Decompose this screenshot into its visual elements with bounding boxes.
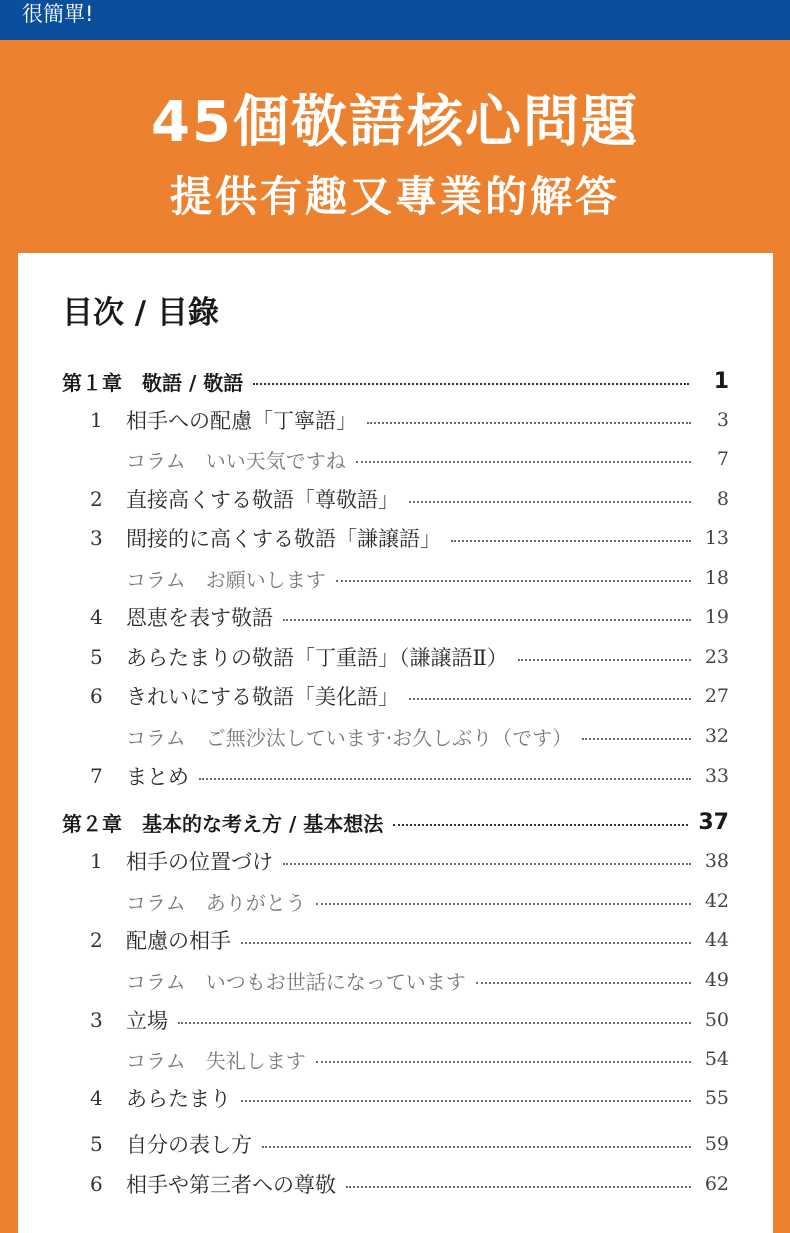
toc-chapter-2	[62, 806, 729, 838]
page-number: 33	[704, 765, 729, 787]
dot-leader	[393, 824, 688, 826]
entry-title: 相手への配慮「丁寧語」	[126, 409, 357, 433]
entry-number: 6	[90, 1172, 103, 1196]
headline-secondary: 提供有趣又專業的解答	[169, 172, 620, 221]
page-number: 27	[704, 685, 729, 707]
page-number: 37	[698, 809, 729, 835]
entry-number: 4	[90, 1086, 103, 1110]
entry-number: 1	[90, 849, 103, 873]
entry-title: 直接高くする敬語「尊敬語」	[126, 488, 399, 512]
toc-entry	[90, 641, 729, 673]
entry-number: 2	[90, 928, 103, 952]
toc-entry	[90, 483, 729, 515]
dot-leader	[356, 461, 691, 463]
entry-title: 配慮の相手	[126, 929, 231, 953]
dot-leader	[283, 863, 691, 865]
column-title: コラム ありがとう	[126, 890, 306, 915]
page-number: 8	[716, 488, 729, 510]
page-number: 18	[704, 567, 729, 589]
toc-entry	[90, 1004, 729, 1036]
toc-entry	[90, 1128, 729, 1160]
page-number: 38	[704, 850, 729, 872]
entry-number: 7	[90, 764, 103, 788]
dot-leader	[241, 942, 691, 944]
page-number: 1	[713, 368, 729, 394]
entry-number: 3	[90, 1008, 103, 1032]
page-number: 54	[704, 1048, 729, 1070]
entry-title: まとめ	[126, 765, 189, 789]
entry-title: 立場	[126, 1009, 168, 1033]
page-number: 3	[716, 409, 729, 431]
chapter-title: 第１章 敬語 / 敬語	[62, 370, 244, 395]
toc-column-entry	[126, 964, 729, 996]
dot-leader	[409, 698, 691, 700]
entry-title: 自分の表し方	[126, 1133, 252, 1157]
column-title: コラム いい天気ですね	[126, 448, 346, 473]
toc-column-entry	[126, 443, 729, 475]
dot-leader	[199, 778, 691, 780]
entry-title: 間接的に高くする敬語「謙譲語」	[126, 527, 441, 551]
dot-leader	[451, 540, 691, 542]
chapter-title: 第２章 基本的な考え方 / 基本想法	[62, 811, 384, 836]
page-number: 13	[704, 527, 729, 549]
toc-chapter-1	[62, 365, 729, 397]
entry-title: あらたまりの敬語「丁重語」（謙譲語Ⅱ）	[126, 646, 508, 670]
page-number: 32	[704, 725, 729, 747]
column-title: コラム 失礼します	[126, 1048, 306, 1073]
page-number: 23	[704, 646, 729, 668]
entry-number: 1	[90, 408, 103, 432]
entry-number: 3	[90, 526, 103, 550]
entry-number: 6	[90, 684, 103, 708]
toc-entry	[90, 845, 729, 877]
dot-leader	[253, 383, 689, 385]
toc-column-entry	[126, 720, 729, 752]
dot-leader	[316, 1061, 691, 1063]
page-number: 59	[704, 1133, 729, 1155]
toc-entry	[90, 404, 729, 436]
entry-number: 4	[90, 605, 103, 629]
headline-primary: 45個敬語核心問題	[151, 90, 639, 155]
page-number: 55	[704, 1087, 729, 1109]
toc-title: 目次 / 目錄	[62, 295, 219, 331]
entry-title: あらたまり	[126, 1087, 231, 1111]
toc-entry	[90, 924, 729, 956]
dot-leader	[476, 982, 691, 984]
page-number: 7	[716, 448, 729, 470]
toc-entry	[90, 601, 729, 633]
page-number: 50	[704, 1009, 729, 1031]
dot-leader	[346, 1186, 691, 1188]
page-number: 49	[704, 969, 729, 991]
toc-column-entry	[126, 562, 729, 594]
toc-card	[18, 253, 773, 1233]
column-title: コラム お願いします	[126, 567, 326, 592]
top-banner-text: 很簡單!	[22, 2, 94, 26]
top-banner	[0, 0, 790, 40]
toc-entry	[90, 1168, 729, 1200]
entry-number: 5	[90, 1132, 103, 1156]
toc-entry	[90, 1082, 729, 1114]
dot-leader	[409, 501, 691, 503]
page-number: 44	[704, 929, 729, 951]
entry-title: 恩恵を表す敬語	[126, 606, 273, 630]
dot-leader	[316, 903, 691, 905]
dot-leader	[336, 580, 691, 582]
dot-leader	[367, 422, 691, 424]
dot-leader	[582, 738, 691, 740]
page-number: 62	[704, 1173, 729, 1195]
toc-entry	[90, 760, 729, 792]
toc-column-entry	[126, 1043, 729, 1075]
dot-leader	[518, 659, 691, 661]
column-title: コラム いつもお世話になっています	[126, 969, 466, 994]
entry-number: 2	[90, 487, 103, 511]
column-title: コラム ご無沙汰しています·お久しぶり（です）	[126, 725, 573, 750]
dot-leader	[178, 1022, 691, 1024]
entry-title: きれいにする敬語「美化語」	[126, 685, 399, 709]
dot-leader	[262, 1146, 691, 1148]
page-number: 42	[704, 890, 729, 912]
entry-title: 相手や第三者への尊敬	[126, 1173, 336, 1197]
page-number: 19	[704, 606, 729, 628]
toc-column-entry	[126, 885, 729, 917]
entry-number: 5	[90, 645, 103, 669]
entry-title: 相手の位置づけ	[126, 850, 273, 874]
toc-entry	[90, 680, 729, 712]
dot-leader	[283, 619, 691, 621]
dot-leader	[241, 1100, 691, 1102]
toc-entry	[90, 522, 729, 554]
